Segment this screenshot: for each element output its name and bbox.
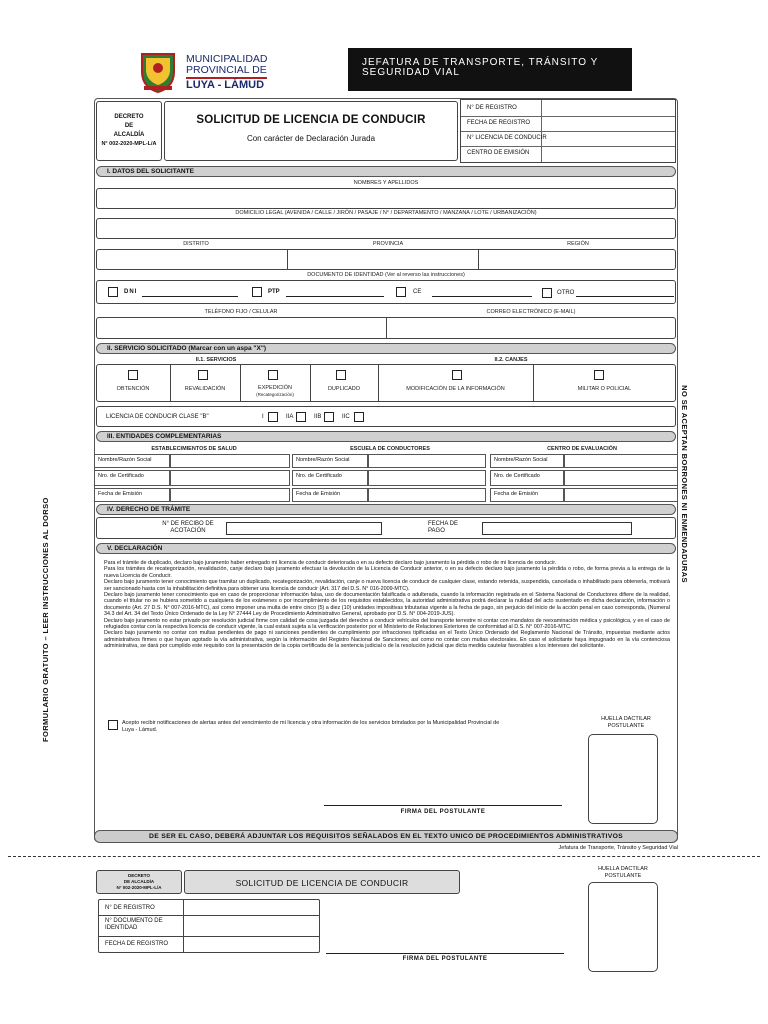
decl-p1: Para el trámite de duplicado, declaro bajo juramento haber entregado mi licencia de conducir deteriorada o en su defecto declaro bajo juramento la pérdida o robo de mi licencia de conducir. bbox=[104, 560, 557, 566]
eval-date-field[interactable] bbox=[564, 488, 678, 502]
expedicion-checkbox[interactable] bbox=[268, 370, 278, 380]
health-emi-field[interactable] bbox=[170, 488, 290, 502]
dni-label: DNI bbox=[124, 289, 138, 295]
ce-checkbox[interactable] bbox=[396, 287, 406, 297]
school-date-label: Fecha de Emisión bbox=[292, 488, 368, 502]
section-2-header: II. SERVICIO SOLICITADO (Marcar con un aspa "X") bbox=[96, 343, 676, 354]
stub-doc-label: N° DOCUMENTO DE IDENTIDAD bbox=[105, 918, 163, 931]
stub-signature-label: FIRMA DEL POSTULANTE bbox=[402, 956, 488, 962]
school-cert-field[interactable] bbox=[368, 470, 486, 486]
expedicion-sub: (Recategorización) bbox=[256, 392, 294, 397]
accept-checkbox[interactable] bbox=[108, 720, 118, 730]
decree-line2: DE bbox=[124, 122, 134, 129]
receipt-label: N° DE RECIBO DE ACOTACIÓN bbox=[162, 521, 214, 534]
health-emi-label: Fecha de Emisión bbox=[94, 488, 170, 502]
registry-date-label: FECHA DE REGISTRO bbox=[467, 120, 531, 126]
email-label: CORREO ELECTRÓNICO (E-MAIL) bbox=[486, 309, 576, 315]
section-4-title: IV. DERECHO DE TRÁMITE bbox=[96, 504, 676, 515]
accept-text: Acepto recibir notificaciones de alertas antes del vencimiento de mi licencia y otra información de los servicios brindados por la Municipalidad Provincial de Luya - Lámud. bbox=[122, 720, 500, 733]
eval-cert-field[interactable] bbox=[564, 470, 678, 486]
license-number-field[interactable] bbox=[543, 132, 673, 145]
health-cert-field[interactable] bbox=[170, 470, 290, 486]
dni-line[interactable] bbox=[142, 296, 238, 297]
stub-title: SOLICITUD DE LICENCIA DE CONDUCIR bbox=[235, 878, 409, 888]
province-label: PROVINCIA bbox=[372, 241, 404, 247]
stub-decree2: DE ALCALDÍA bbox=[123, 879, 155, 884]
modificacion-checkbox[interactable] bbox=[452, 370, 462, 380]
school-name-field[interactable] bbox=[368, 454, 486, 468]
services-grid bbox=[96, 364, 676, 402]
receipt-field[interactable] bbox=[226, 522, 382, 535]
pay-date-field[interactable] bbox=[482, 522, 632, 535]
stub-thumb-label: HUELLA DACTILAR POSTULANTE bbox=[598, 866, 648, 879]
school-name-label: Nombre/Razón Social bbox=[292, 454, 368, 468]
id-doc-row bbox=[96, 280, 676, 304]
thumb-label: HUELLA DACTILAR POSTULANTE bbox=[601, 716, 651, 729]
names-label: NOMBRES Y APELLIDOS bbox=[353, 180, 419, 186]
ptp-label: PTP bbox=[268, 289, 280, 295]
school-col-head: ESCUELA DE CONDUCTORES bbox=[350, 446, 430, 452]
eval-col-head: CENTRO DE EVALUACIÓN bbox=[547, 446, 617, 452]
district-label: DISTRITO bbox=[183, 241, 209, 247]
registry-date-field[interactable] bbox=[543, 117, 673, 130]
class-iia-label: IIA bbox=[286, 414, 294, 420]
signature-line[interactable] bbox=[324, 805, 562, 806]
cut-line bbox=[8, 856, 760, 857]
phone-label: TELÉFONO FIJO / CELULAR bbox=[204, 309, 278, 315]
militar-checkbox[interactable] bbox=[594, 370, 604, 380]
ce-line[interactable] bbox=[432, 296, 532, 297]
stub-thumb-box[interactable] bbox=[588, 882, 658, 972]
stub-table bbox=[98, 899, 320, 953]
stub-date-label: FECHA DE REGISTRO bbox=[105, 941, 169, 947]
health-col-head: ESTABLECIMIENTOS DE SALUD bbox=[151, 446, 237, 452]
duplicado-label: DUPLICADO bbox=[327, 386, 361, 392]
stub-decree1: DECRETO bbox=[128, 873, 150, 878]
stub-title-box bbox=[184, 870, 460, 894]
modificacion-label: MODIFICACIÓN DE LA INFORMACIÓN bbox=[406, 386, 505, 392]
banner-line1: JEFATURA DE TRANSPORTE, TRÁNSITO Y bbox=[362, 57, 599, 68]
class-iib-checkbox[interactable] bbox=[324, 412, 334, 422]
registry-box bbox=[460, 99, 676, 163]
id-doc-label: DOCUMENTO DE IDENTIDAD (Ver al reverso las instrucciones) bbox=[307, 272, 465, 278]
decree-box bbox=[96, 101, 162, 161]
health-name-label: Nombre/Razón Social bbox=[94, 454, 170, 468]
signature-label: FIRMA DEL POSTULANTE bbox=[400, 809, 486, 815]
services-head: II.1. SERVICIOS bbox=[195, 357, 237, 363]
school-date-field[interactable] bbox=[368, 488, 486, 502]
dni-checkbox[interactable] bbox=[108, 287, 118, 297]
duplicado-checkbox[interactable] bbox=[336, 370, 346, 380]
emission-center-label: CENTRO DE EMISIÓN bbox=[467, 150, 530, 156]
logo-line1: MUNICIPALIDAD bbox=[186, 53, 268, 65]
decl-p6: Declaro bajo juramento no contar con multas pendientes de pago ni sanciones pendientes de cumplimiento por infracciones tipificadas en el Texto Único Ordenado del Reglamento Nacional de Tránsito, impuestas mediante actos administrativos firmes o que hayan agotado la vía administrativa, según la información del Registro Nacional de Sanciones; así como no contar con multas electorales. En caso el solicitante haya impugnado en la vía contenciosa administrativa, se dará por cumplido este requisito con la presentación de la copia certificada de la sentencia judicial o de la resolución judicial que dicta medida cautelar favorables a los intereses del solicitante. bbox=[104, 630, 670, 650]
form-title: SOLICITUD DE LICENCIA DE CONDUCIR bbox=[196, 114, 426, 126]
address-field[interactable] bbox=[96, 218, 676, 239]
form-subtitle: Con carácter de Declaración Jurada bbox=[246, 134, 376, 143]
right-side-note: NO SE ACEPTAN BORRONES NI ENMENDADURAS bbox=[680, 385, 689, 583]
license-number-label: N° LICENCIA DE CONDUCIR bbox=[467, 135, 547, 141]
stub-doc-field[interactable] bbox=[185, 916, 317, 935]
expedicion-label: EXPEDICIÓN bbox=[258, 385, 292, 391]
registry-number-field[interactable] bbox=[543, 101, 673, 114]
stub-date-field[interactable] bbox=[185, 937, 317, 951]
emission-center-field[interactable] bbox=[543, 147, 673, 160]
ptp-checkbox[interactable] bbox=[252, 287, 262, 297]
stub-reg-label: N° DE REGISTRO bbox=[105, 905, 155, 911]
pay-date-label: FECHA DE PAGO bbox=[428, 521, 459, 534]
office-footer: Jefatura de Transporte, Tránsito y Seguridad Vial bbox=[558, 845, 678, 851]
thumb-box[interactable] bbox=[588, 734, 658, 824]
class-iia-checkbox[interactable] bbox=[296, 412, 306, 422]
health-name-field[interactable] bbox=[170, 454, 290, 468]
decl-p2: Para los trámites de recategorización, revalidación, canje declaro bajo juramento efectuar la devolución de la Licencia de Conducir anterior, o en su defecto declaro bajo juramento la pérdida o robo, de forma previa a la entrega de la nueva Licencia de Conducir. bbox=[104, 566, 670, 579]
stub-signature-line[interactable] bbox=[326, 953, 564, 954]
obtencion-label: OBTENCIÓN bbox=[116, 386, 150, 392]
left-side-note: FORMULARIO GRATUITO – LEER INSTRUCCIONES AL DORSO bbox=[41, 497, 50, 742]
revalidacion-label: REVALIDACIÓN bbox=[184, 386, 226, 392]
otro-checkbox[interactable] bbox=[542, 288, 552, 298]
class-iib-label: IIB bbox=[314, 414, 322, 420]
ptp-line[interactable] bbox=[286, 296, 384, 297]
eval-name-label: Nombre/Razón Social bbox=[490, 454, 564, 468]
stub-reg-field[interactable] bbox=[185, 901, 317, 914]
eval-date-label: Fecha de Emisión bbox=[490, 488, 564, 502]
exchanges-head: II.2. CANJES bbox=[494, 357, 528, 363]
municipality-name bbox=[186, 54, 267, 91]
class-i-checkbox[interactable] bbox=[268, 412, 278, 422]
class-iic-checkbox[interactable] bbox=[354, 412, 364, 422]
names-field[interactable] bbox=[96, 188, 676, 209]
decl-p3: Declaro bajo juramento tener conocimiento que tramitar un duplicado, recategorización, revalidación, canje o nueva licencia de conducir de cualquier clase, estando retenida, suspendida, cancelada o inhabilitado para obtenerla, motivará ser sancionado hasta con la inhabilitación definitiva para obtener una licencia de conducir (Art. 317 del D.S. N° 016-2009-MTC). bbox=[104, 579, 670, 592]
address-label: DOMICILIO LEGAL (AVENIDA / CALLE / JIRÓN / PASAJE / N° / DEPARTAMENTO / MANZANA / LOTE / URBANIZACIÓN) bbox=[235, 210, 537, 216]
location-field[interactable] bbox=[96, 249, 676, 270]
stub-decree-box bbox=[96, 870, 182, 894]
registry-number-label: N° DE REGISTRO bbox=[467, 105, 517, 111]
municipal-logo bbox=[136, 50, 180, 94]
obtencion-checkbox[interactable] bbox=[128, 370, 138, 380]
class-i-label: I bbox=[262, 414, 264, 420]
logo-line3: LUYA - LÁMUD bbox=[186, 77, 267, 91]
revalidacion-checkbox[interactable] bbox=[198, 370, 208, 380]
otro-line[interactable] bbox=[576, 296, 674, 297]
decl-p4: Declaro bajo juramento tener conocimiento que en caso de proporcionar información falsa, uso de documentación falsificada o adulterada, cuando la información registrada en el Sistema Nacional de Conductores difiere de la realidad, cuando el titular no se hubiera sometido a cualquiera de los exámenes o por incumplimiento de los requisitos establecidos, la autoridad administrativa podrá declarar la nulidad del acto sustentado en dicha declaración, información o documento (Art. 27 D.S. N° 007-2016-MTC), así como imponer una multa de entre cinco (5) a diez (10) unidades impositivas tributarias vigente a la fecha de pago, sin perjuicio del inicio de la acción penal en caso corresponda, (Numeral 34.3 del Art. 34 del Texto Único Ordenado de la Ley N° 27444 Ley de Procedimiento Administrativo General, aprobado por D.S. N° 004-2019-JUS). bbox=[104, 592, 670, 618]
stub-decree3: N° 002-2020-MPL-L/A bbox=[116, 885, 162, 890]
eval-name-field[interactable] bbox=[564, 454, 678, 468]
decl-p5: Declaro bajo juramento no estar privado por resolución judicial firme con calidad de cosa juzgada del derecho a conducir vehículos del transporte terrestre ni contar con mandatos de reexaminación médica y psicológica, y en el caso de refugiados contar con la respectiva licencia de conducir vigente, la cual estará sujeta a la verificación posterior por el Ministerio de Relaciones Exteriores de conformidad al D.S. N° 007-2016-MTC. bbox=[104, 617, 670, 631]
decree-line1: DECRETO bbox=[114, 114, 144, 120]
region-label: REGIÓN bbox=[567, 241, 589, 247]
requirements-bar: DE SER EL CASO, DEBERÁ ADJUNTAR LOS REQUISITOS SEÑALADOS EN EL TEXTO UNICO DE PROCEDIMIENTOS ADMINISTRATIVOS bbox=[94, 830, 678, 843]
section-1-header: I. DATOS DEL SOLICITANTE bbox=[96, 166, 676, 177]
health-cert-label: Nro. de Certificado bbox=[94, 470, 170, 486]
eval-cert-label: Nro. de Certificado bbox=[490, 470, 564, 486]
class-iic-label: IIC bbox=[342, 414, 350, 420]
decree-line3: ALCALDÍA bbox=[113, 131, 145, 138]
ce-label: CE bbox=[413, 289, 422, 295]
section-3-header: III. ENTIDADES COMPLEMENTARIAS bbox=[96, 431, 676, 442]
license-class-label: LICENCIA DE CONDUCIR CLASE "B" bbox=[106, 414, 209, 420]
logo-line2: PROVINCIAL DE bbox=[186, 64, 267, 76]
school-cert-label: Nro. de Certificado bbox=[292, 470, 368, 486]
title-box bbox=[164, 101, 458, 161]
decree-line4: N° 002-2020-MPL-L/A bbox=[101, 140, 157, 147]
office-banner bbox=[348, 48, 632, 91]
otro-label: OTRO bbox=[557, 290, 575, 296]
banner-line2: SEGURIDAD VIAL bbox=[362, 67, 460, 78]
militar-label: MILITAR O POLICIAL bbox=[577, 386, 632, 392]
section-5-header: V. DECLARACIÓN bbox=[96, 543, 676, 554]
declaration-text bbox=[104, 560, 670, 650]
